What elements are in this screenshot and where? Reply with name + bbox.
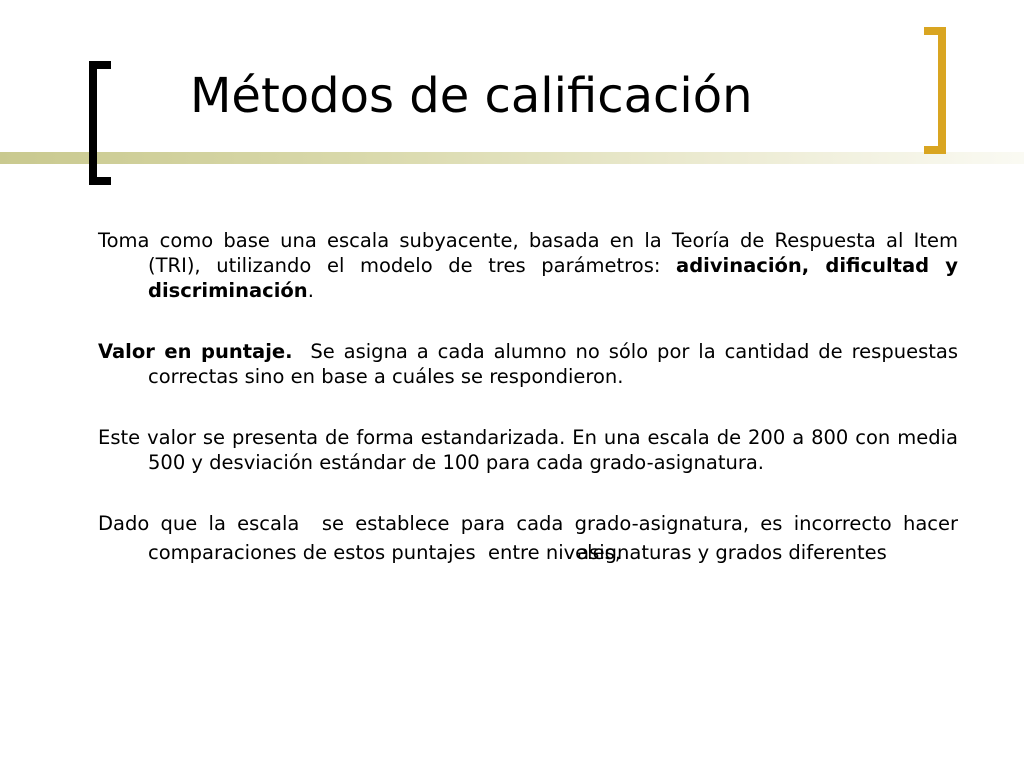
paragraph-text: Se asigna a cada alumno no sólo por la cantidad de respuestas correctas sino en base a cuáles se respondieron. bbox=[148, 340, 965, 388]
right-bracket-decoration bbox=[924, 27, 946, 154]
paragraph-text-end: . bbox=[307, 279, 314, 302]
paragraph-last-line: asignaturas y grados diferentes bbox=[577, 541, 887, 564]
paragraph-tri-basis bbox=[98, 228, 958, 303]
paragraph-valor-puntaje bbox=[98, 339, 965, 389]
left-bracket-decoration bbox=[89, 61, 111, 185]
paragraph-bold-text: adivinación, dificultad y discriminación bbox=[148, 254, 958, 302]
slide-body bbox=[98, 228, 965, 601]
paragraph-text: Este valor se presenta de forma estandarizada. En una escala de 200 a 800 con media 500 y desviación estándar de 100 para cada grado-asignatura. bbox=[98, 426, 958, 474]
paragraph-standardization bbox=[98, 425, 958, 475]
title-accent-bar bbox=[0, 152, 1024, 164]
paragraph-bold-lead: Valor en puntaje. bbox=[98, 340, 293, 363]
paragraph-text: Toma como base una escala subyacente, basada en la Teoría de Respuesta al Item (TRI), utilizando el modelo de tres parámetros: bbox=[98, 229, 958, 277]
paragraph-text: Dado que la escala se establece para cada grado-asignatura, es incorrecto hacer comparaciones de estos puntajes entre niveles, bbox=[98, 512, 965, 564]
paragraph-comparison-warning bbox=[98, 511, 965, 565]
slide-title: Métodos de calificación bbox=[190, 68, 753, 124]
